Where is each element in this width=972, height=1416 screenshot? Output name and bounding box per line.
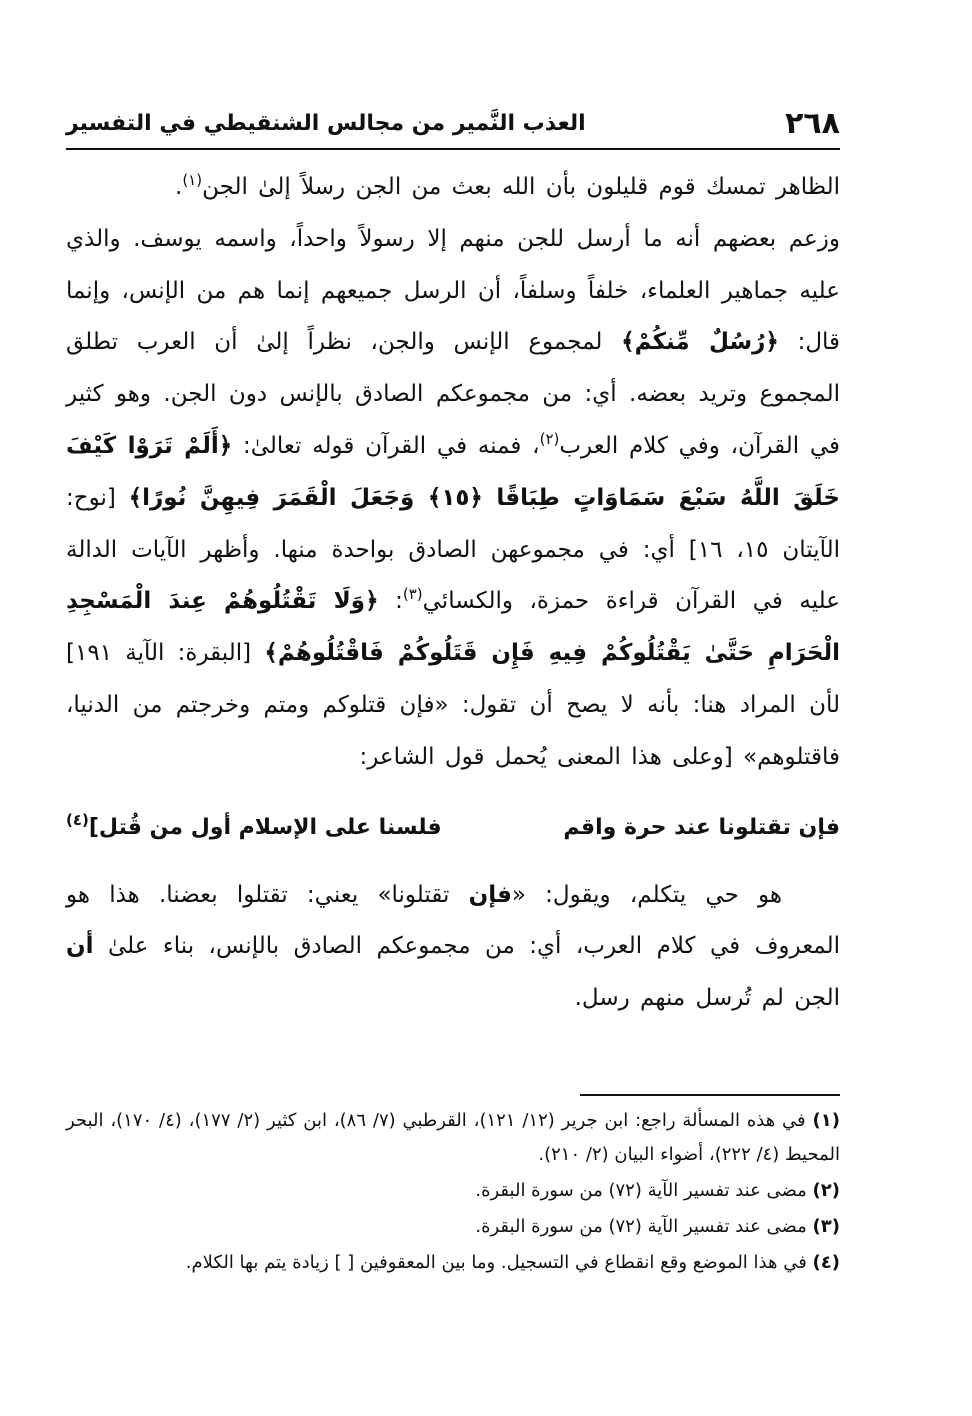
quran-quote-2: ﴿أَلَمْ تَرَوْا كَيْفَ خَلَقَ اللَّهُ سَبْعَ سَمَاوَاتٍ طِبَاقًا ﴿١٥﴾ وَجَعَلَ الْقَمَرَ فِيهِنَّ نُورًا﴾ [66, 432, 841, 511]
paragraph-2-part-f: [البقرة: الآية ١٩١] لأن المراد هنا: بأنه لا يصح أن تقول: «فإن قتلوكم ومتم وخرجتم من الدنيا، فاقتلوهم» [وعلى هذا المعنى يُحمل قول الشاعر: [66, 640, 840, 770]
paragraph-2-part-e: : [395, 588, 403, 615]
page-number: ٢٦٨ [785, 106, 840, 141]
footnote-1 [66, 1104, 840, 1172]
paragraph-2-part-c: ، فمنه في القرآن قوله تعالىٰ: [243, 432, 540, 459]
paragraph-3 [66, 870, 840, 1025]
footnote-marker: (١) [812, 1110, 840, 1131]
footnote-4 [66, 1246, 840, 1280]
footnote-ref-2: (٢) [539, 429, 560, 448]
verse-second-hemistich-wrap [66, 808, 442, 848]
footnote-ref-1: (١) [182, 171, 203, 189]
paragraph-1-end: . [175, 174, 183, 200]
footnote-ref-4: (٤) [66, 810, 89, 829]
footnote-separator [580, 1094, 840, 1096]
paragraph-2-part-d: [نوح: الآيتان ١٥، ١٦] أي: في مجموعهن الصادق بواحدة منها. وأظهر الآيات الدالة عليه في القرآن قراءة حمزة، والكسائي [66, 484, 841, 615]
footnote-text: مضى عند تفسير الآية (٧٢) من سورة البقرة. [475, 1180, 807, 1201]
paragraph-2-part-a: وزعم بعضهم أنه ما أرسل للجن منهم إلا رسولاً واحداً، واسمه يوسف. والذي عليه جماهير العلماء، خلفاً وسلفاً، أن الرسل جميعهم إنما هم من الإنس، وإنما قال: [66, 225, 841, 356]
paragraph-3-part-a: هو حي يتكلم، ويقول: « [511, 881, 783, 908]
footnotes [66, 1104, 840, 1282]
footnote-2 [66, 1174, 840, 1208]
footnote-3 [66, 1210, 840, 1244]
footnote-ref-3: (٣) [402, 585, 423, 604]
paragraph-1 [66, 162, 840, 214]
header-rule [66, 148, 840, 150]
paragraph-3-part-b: تقتلونا» يعني: تقتلوا بعضنا. هذا هو المعروف في كلام العرب، أي: من مجموعكم الصادق بالإنس، بناء علىٰ [66, 881, 840, 960]
quran-quote-1: ﴿رُسُلٌ مِّنكُمْ﴾ [621, 329, 779, 356]
paragraph-3-bold-1: فإن [468, 881, 512, 908]
poetry-verse [66, 808, 840, 848]
paragraph-3-bold-2: أن [66, 933, 94, 960]
main-text [66, 162, 840, 1025]
footnote-marker: (٣) [812, 1216, 840, 1237]
footnote-marker: (٢) [812, 1180, 840, 1201]
page-header [66, 100, 840, 144]
running-title: العذب النَّمير من مجالس الشنقيطي في التفسير [66, 111, 586, 136]
verse-first-hemistich: فإن تقتلونا عند حرة واقم [563, 814, 840, 840]
paragraph-2 [66, 214, 840, 784]
paragraph-2-part-b: لمجموع الإنس والجن، نظراً إلىٰ أن العرب تطلق المجموع وتريد بعضه. أي: من مجموعكم الصادق بالإنس دون الجن. وهو كثير في القرآن، وفي كلام العرب [66, 329, 841, 459]
footnote-marker: (٤) [812, 1252, 840, 1273]
verse-second-hemistich: فلسنا على الإسلام أول من قُتل] [88, 814, 442, 840]
footnote-text: في هذا الموضع وقع انقطاع في التسجيل. وما بين المعقوفين [ ] زيادة يتم بها الكلام. [185, 1252, 807, 1273]
paragraph-1-text: الظاهر تمسك قوم قليلون بأن الله بعث من الجن رسلاً إلىٰ الجن [202, 174, 840, 200]
footnote-text: في هذه المسألة راجع: ابن جرير (١٢/ ١٢١)، القرطبي (٧/ ٨٦)، ابن كثير (٢/ ١٧٧)، (٤/ ١٧٠)، البحر المحيط (٤/ ٢٢٢)، أضواء البيان (٢/ ٢١٠). [66, 1110, 840, 1165]
paragraph-3-part-c: الجن لم تُرسل منهم رسل. [574, 985, 840, 1012]
footnote-text: مضى عند تفسير الآية (٧٢) من سورة البقرة. [475, 1216, 807, 1237]
quran-quote-3: ﴿وَلَا تَقْتُلُوهُمْ عِندَ الْمَسْجِدِ الْحَرَامِ حَتَّىٰ يَقْتُلُوكُمْ فِيهِ فَإِن قَتَلُوكُمْ فَاقْتُلُوهُمْ﴾ [66, 588, 841, 667]
